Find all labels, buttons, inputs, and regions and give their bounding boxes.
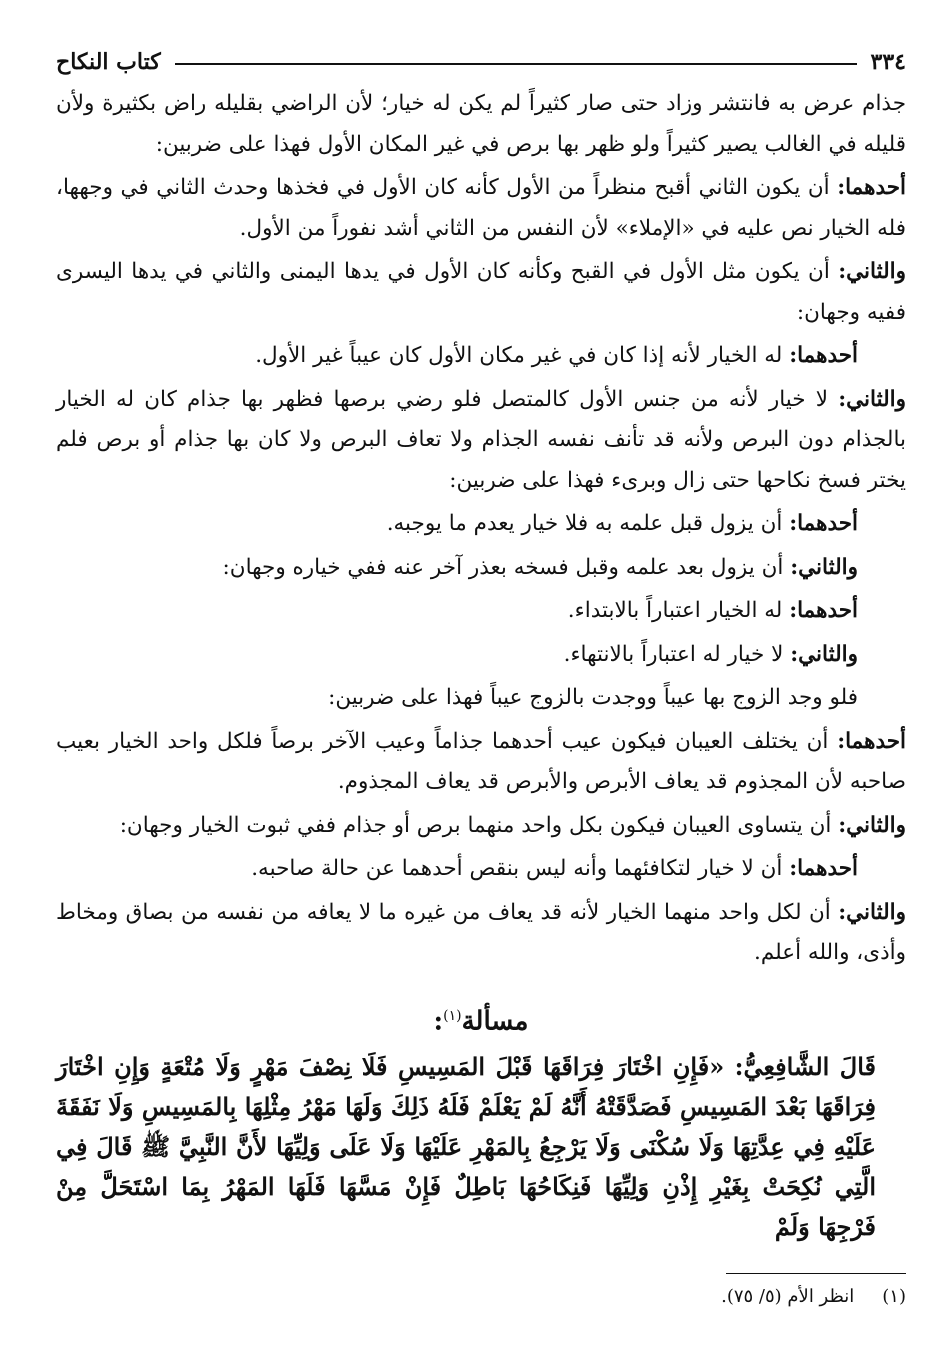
- paragraph-text: لا خيار له اعتباراً بالانتهاء.: [563, 641, 791, 667]
- section-colon: :: [433, 1006, 444, 1037]
- page-number: ٣٣٤: [870, 49, 906, 75]
- paragraph-lead: أحدهما:: [789, 598, 858, 623]
- paragraph-text: أن يزول بعد علمه وقبل فسخه بعذر آخر عنه ففي خياره وجهان:: [222, 554, 791, 580]
- main-text: [56, 84, 906, 974]
- paragraph-2: [56, 252, 906, 333]
- section-title: مسألة: [461, 1006, 529, 1037]
- paragraph-13: [56, 893, 906, 974]
- paragraph-5: [56, 504, 906, 545]
- paragraph-8: [56, 635, 906, 676]
- paragraph-lead: والثاني:: [838, 812, 906, 838]
- paragraph-lead: أحدهما:: [837, 175, 906, 200]
- paragraph-text: أن يزول قبل علمه به فلا خيار يعدم ما يوجبه.: [386, 511, 790, 536]
- paragraph-text: أن يكون الثاني أقبح منظراً من الأول كأنه كان الأول في فخذها وحدث الثاني في وجهها، فله الخيار نص عليه في «الإملاء» لأن النفس من الثاني أشد نفوراً من الأول.: [56, 175, 906, 241]
- footnote-text: انظر الأم (٥/ ٧٥).: [721, 1286, 855, 1307]
- paragraph-lead: والثاني:: [790, 554, 858, 580]
- paragraph-12: [56, 849, 906, 890]
- running-title: كتاب النكاح: [56, 49, 161, 75]
- footnote-reference: (١): [443, 1007, 462, 1024]
- paragraph-lead: والثاني:: [838, 386, 906, 412]
- paragraph-lead: والثاني:: [838, 899, 906, 925]
- paragraph-6: [56, 548, 906, 589]
- paragraph-lead: والثاني:: [790, 641, 858, 667]
- paragraph-text: له الخيار اعتباراً بالابتداء.: [567, 598, 790, 623]
- footnote-separator: [726, 1273, 906, 1274]
- footnote: [721, 1284, 906, 1310]
- paragraph-10: [56, 722, 906, 803]
- paragraph-text: لا خيار لأنه من جنس الأول كالمتصل فلو رضي برصها فظهر بها جذام كان له الخيار بالجذام دون البرص ولأنه قد تأنف نفسه الجذام ولا تعاف البرص ولا كان بها جذام أو برص فلم يختر فسخ نكاحها حتى زال وبرىء فهذا على ضربين:: [56, 386, 906, 493]
- paragraph-text: أن يتساوى العيبان فيكون بكل واحد منهما برص أو جذام ففي ثبوت الخيار وجهان:: [119, 812, 839, 838]
- paragraph-text: أن لا خيار لتكافئهما وأنه ليس بنقص أحدهما عن حالة صاحبه.: [251, 856, 790, 881]
- paragraph-text: أن يكون مثل الأول في القبح وكأنه كان الأول في يدها اليمنى والثاني في يدها اليسرى ففيه وجهان:: [56, 259, 906, 325]
- footnote-number: (١): [882, 1286, 906, 1307]
- paragraph-4: [56, 380, 906, 502]
- intro-paragraph: جذام عرض به فانتشر وزاد حتى صار كثيراً لم يكن له خيار؛ لأن الراضي بقليله راض بكثيرة ولأن قليله في الغالب يصير كثيراً ولو ظهر بها برص في غير المكان الأول فهذا على ضربين:: [56, 91, 906, 157]
- paragraph-11: [56, 806, 906, 847]
- paragraph-lead: أحدهما:: [789, 511, 858, 536]
- section-heading: [56, 996, 906, 1042]
- paragraph-lead: والثاني:: [838, 259, 906, 284]
- paragraph-7: [56, 591, 906, 632]
- header-rule: [175, 63, 857, 65]
- paragraph-text: له الخيار لأنه إذا كان في غير مكان الأول كان عيباً غير الأول.: [255, 343, 790, 368]
- paragraph-9: فلو وجد الزوج بها عيباً ووجدت بالزوج عيباً فهذا على ضربين:: [328, 685, 858, 710]
- shafii-quote: قَالَ الشَّافِعِيُّ: «فَإِنِ اخْتَارَ فِرَاقَهَا قَبْلَ المَسِيسِ فَلَا نِصْفَ مَهْرٍ وَلَا مُتْعَةٍ وَإِنِ اخْتَارَ فِرَاقَهَا بَعْدَ المَسِيسِ فَصَدَّقَتْهُ أَنَّهُ لَمْ يَعْلَمْ فَلَهُ ذَلِكَ وَلَهَا مَهْرُ مِثْلِهَا بِالمَسِيسِ وَلَا نَفَقَةَ عَلَيْهِ فِي عِدَّتِهَا وَلَا سُكْنَى وَلَا يَرْجِعُ بِالمَهْرِ عَلَيْهَا وَلَا عَلَى وَلِيِّهَا لأَنَّ النَّبِيَّ ﷺ قَالَ فِي الَّتِي نُكِحَتْ بِغَيْرِ إِذْنِ وَلِيِّهَا فَنِكَاحُهَا بَاطِلٌ فَإِنْ مَسَّهَا فَلَهَا المَهْرُ بِمَا اسْتَحَلَّ مِنْ فَرْجِهَا وَلَمْ: [56, 1052, 876, 1242]
- paragraph-lead: أحدهما:: [789, 856, 858, 881]
- paragraph-lead: أحدهما:: [789, 343, 858, 368]
- page-header: [56, 40, 906, 84]
- paragraph-1: [56, 168, 906, 249]
- paragraph-3: [56, 336, 906, 377]
- book-page: [56, 40, 906, 1350]
- paragraph-text: أن لكل واحد منهما الخيار لأنه قد يعاف من غيره ما لا يعافه من نفسه من بصاق ومخاط وأذى، والله أعلم.: [56, 899, 906, 965]
- paragraph-text: أن يختلف العيبان فيكون عيب أحدهما جذاماً وعيب الآخر برصاً فلكل واحد الخيار بعيب صاحبه لأن المجذوم قد يعاف الأبرص والأبرص قد يعاف المجذوم.: [56, 728, 906, 794]
- paragraph-lead: أحدهما:: [837, 728, 906, 754]
